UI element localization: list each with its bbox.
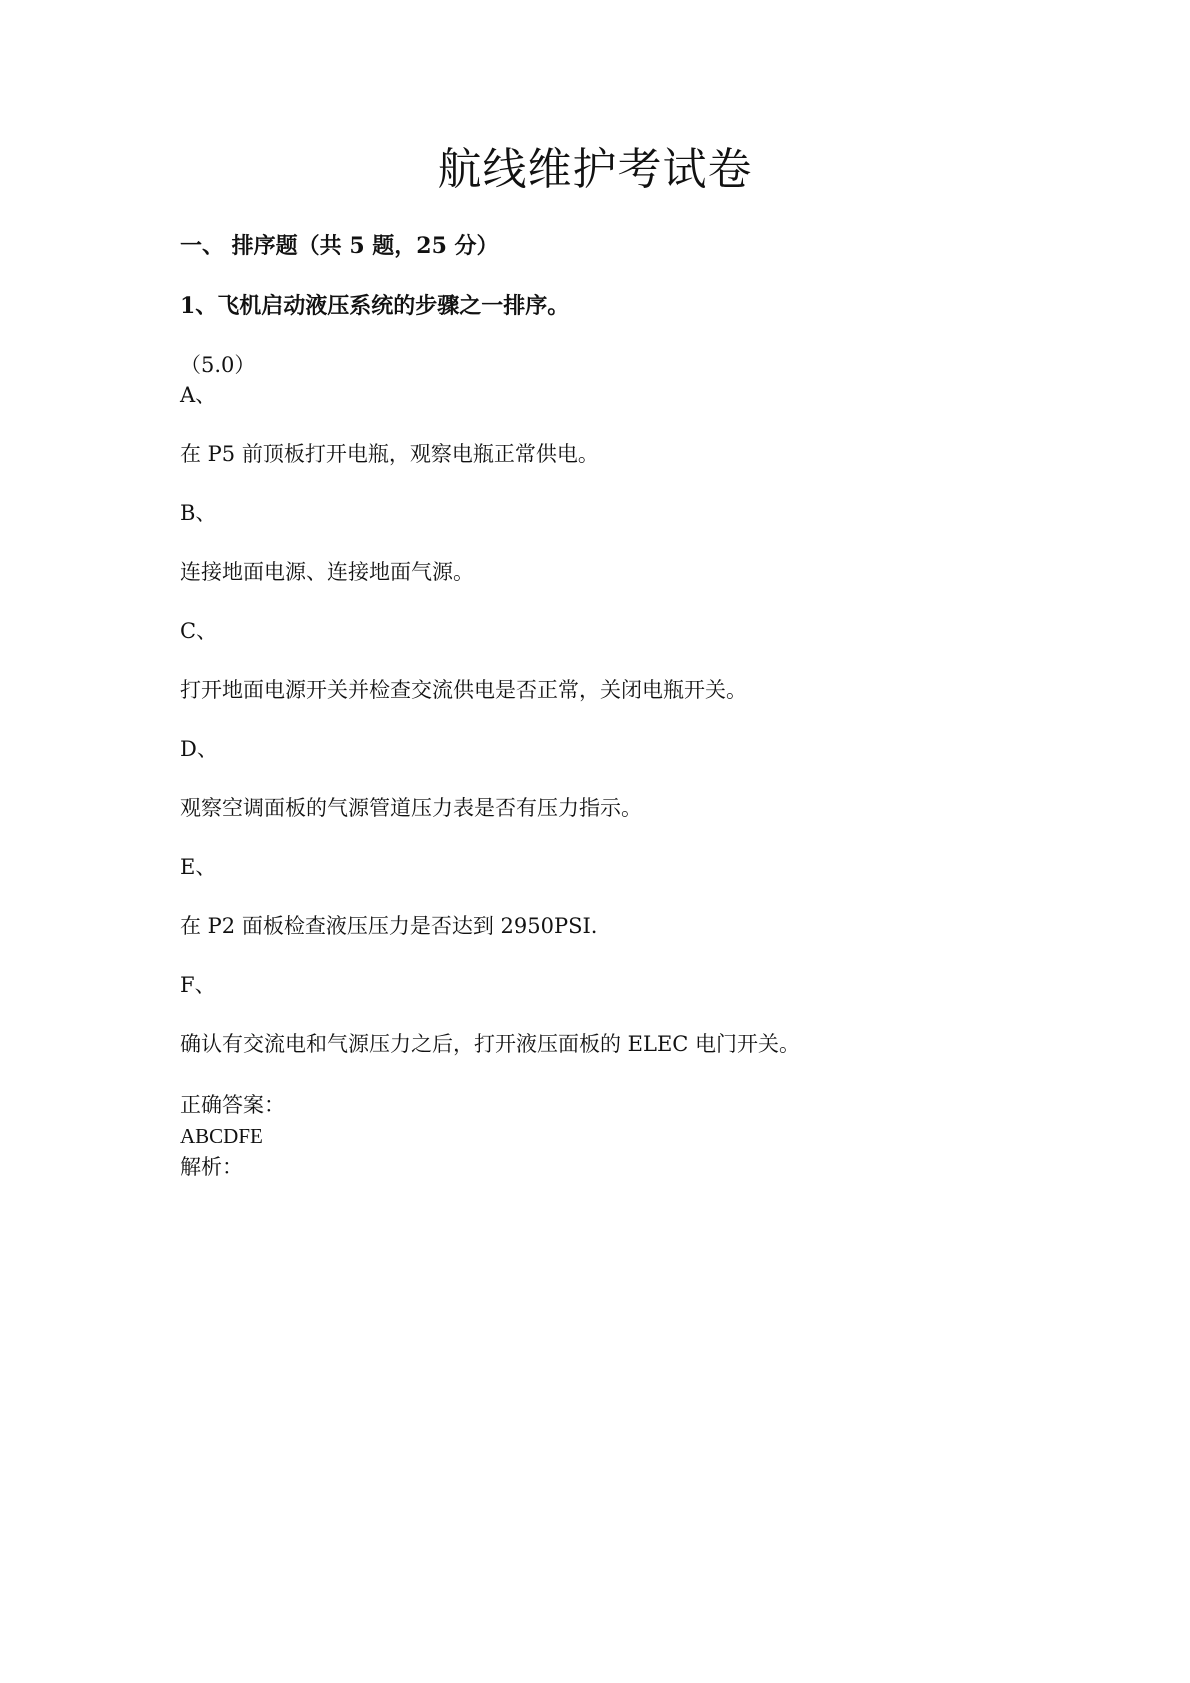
option-label: D、 [180,737,218,761]
option-text: 连接地面电源、连接地面气源。 [180,560,474,584]
correct-answer-label: 正确答案： [180,1093,285,1117]
option-f [180,970,1080,1088]
option-text: 打开地面电源开关并检查交流供电是否正常，关闭电瓶开关。 [180,678,747,702]
option-label: C、 [180,619,218,643]
option-c [180,616,1080,734]
option-e [180,852,1080,970]
option-a [180,380,1080,498]
question-score: （5.0） [180,353,256,377]
option-text: 确认有交流电和气源压力之后，打开液压面板的 ELEC 电门开关。 [180,1032,801,1056]
option-label: A、 [180,383,217,407]
option-label: B、 [180,501,217,525]
option-d [180,734,1080,852]
analysis-label: 解析： [180,1155,243,1179]
option-b [180,498,1080,616]
correct-answer-value: ABCDFE [180,1124,263,1148]
option-label: E、 [180,855,217,879]
question-text: 1、飞机启动液压系统的步骤之一排序。 [180,293,570,319]
answer-block [180,1090,285,1183]
options-list [180,380,1080,1088]
option-text: 观察空调面板的气源管道压力表是否有压力指示。 [180,796,642,820]
option-text: 在 P5 前顶板打开电瓶，观察电瓶正常供电。 [180,442,599,466]
exam-title: 航线维护考试卷 [437,144,753,195]
option-text: 在 P2 面板检查液压压力是否达到 2950PSI. [180,914,598,938]
option-label: F、 [180,973,216,997]
section-heading: 一、 排序题（共 5 题，25 分） [180,233,499,259]
